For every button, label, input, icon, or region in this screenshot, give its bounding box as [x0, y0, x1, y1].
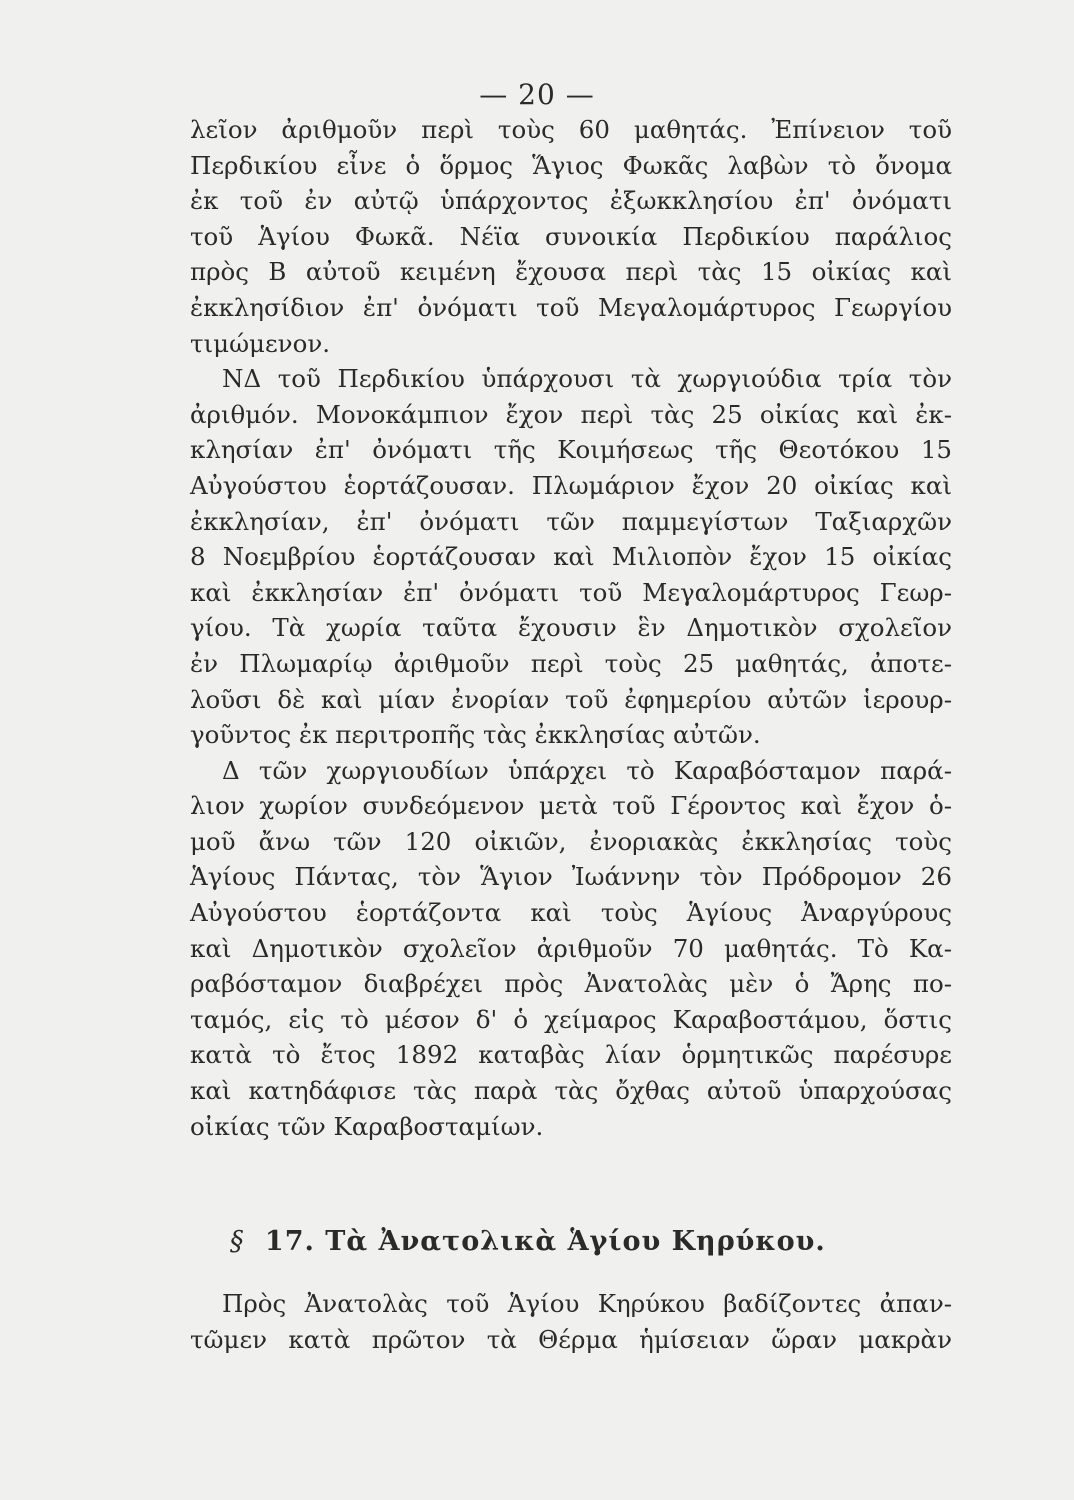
text-line: ἐκκλησίαν, ἐπ' ὀνόματι τῶν παμμεγίστων Ταξιαρχῶν: [190, 506, 952, 536]
text-line: ραβόσταμον διαβρέχει πρὸς Ἀνατολὰς μὲν ὁ Ἄρης πο-: [190, 969, 952, 999]
section-text: [190, 1286, 952, 1357]
text-line: μοῦ ἄνω τῶν 120 οἰκιῶν, ἐνοριακὰς ἐκκλησίας τοὺς: [190, 826, 952, 856]
text-line: ἐν Πλωμαρίῳ ἀριθμοῦν περὶ τοὺς 25 μαθητάς, ἀποτε-: [190, 648, 952, 678]
text-line: γίου. Τὰ χωρία ταῦτα ἔχουσιν ἓν Δημοτικὸν σχολεῖον: [190, 613, 952, 643]
text-line: πρὸς Β αὐτοῦ κειμένη ἔχουσα περὶ τὰς 15 οἰκίας καὶ: [190, 257, 952, 287]
text-line: λοῦσι δὲ καὶ μίαν ἐνορίαν τοῦ ἐφημερίου αὐτῶν ἱερουρ-: [190, 684, 952, 714]
text-line: Πρὸς Ἀνατολὰς τοῦ Ἁγίου Κηρύκου βαδίζοντες ἀπαν-: [222, 1289, 952, 1318]
page-number: — 20 —: [479, 78, 595, 111]
text-line: ταμός, εἰς τὸ μέσον δ' ὁ χείμαρος Καραβοστάμου, ὅστις: [190, 1004, 952, 1034]
text-line: λεῖον ἀριθμοῦν περὶ τοὺς 60 μαθητάς. Ἐπίνειον τοῦ: [190, 115, 952, 144]
text-line: τῶμεν κατὰ πρῶτον τὰ Θέρμα ἡμίσειαν ὥραν μακρὰν: [190, 1324, 952, 1354]
text-line: οἰκίας τῶν Καραβοσταμίων.: [190, 1111, 544, 1141]
section-title: Τὰ Ἀνατολικὰ Ἁγίου Κηρύκου.: [325, 1226, 826, 1257]
text-line: ἀριθμόν. Μονοκάμπιον ἔχον περὶ τὰς 25 οἰκίας καὶ ἐκ-: [190, 399, 952, 429]
text-line: ΝΔ τοῦ Περδικίου ὑπάρχουσι τὰ χωργιούδια τρία τὸν: [222, 364, 952, 394]
main-text: [190, 112, 952, 1144]
text-line: ἐκκλησίδιον ἐπ' ὀνόματι τοῦ Μεγαλομάρτυρος Γεωργίου: [190, 292, 952, 322]
text-line: κλησίαν ἐπ' ὀνόματι τῆς Κοιμήσεως τῆς Θεοτόκου 15: [190, 435, 952, 465]
section-number: 17.: [264, 1226, 315, 1257]
text-line: Ἁγίους Πάντας, τὸν Ἅγιον Ἰωάννην τὸν Πρόδρομον 26: [190, 862, 952, 892]
text-line: ἐκ τοῦ ἐν αὐτῷ ὑπάρχοντος ἐξωκκλησίου ἐπ' ὀνόματι: [190, 186, 952, 216]
text-line: λιον χωρίον συνδεόμενον μετὰ τοῦ Γέροντος καὶ ἔχον ὁ-: [190, 791, 952, 821]
text-line: τοῦ Ἁγίου Φωκᾶ. Νέϊα συνοικία Περδικίου παράλιος: [190, 221, 952, 251]
section-heading: [230, 1226, 952, 1257]
text-line: Αὐγούστου ἑορτάζουσαν. Πλωμάριον ἔχον 20 οἰκίας καὶ: [190, 470, 952, 500]
text-line: Αὐγούστου ἑορτάζοντα καὶ τοὺς Ἁγίους Ἀναργύρους: [190, 898, 952, 928]
text-line: Περδικίου εἶνε ὁ ὅρμος Ἅγιος Φωκᾶς λαβὼν τὸ ὄνομα: [190, 150, 952, 180]
text-line: καὶ Δημοτικὸν σχολεῖον ἀριθμοῦν 70 μαθητάς. Τὸ Κα-: [190, 933, 952, 963]
text-line: καὶ ἐκκλησίαν ἐπ' ὀνόματι τοῦ Μεγαλομάρτυρος Γεωρ-: [190, 577, 952, 607]
section-symbol: §: [230, 1226, 245, 1257]
text-line: γοῦντος ἐκ περιτροπῆς τὰς ἐκκλησίας αὐτῶν.: [190, 720, 761, 750]
text-line: κατὰ τὸ ἔτος 1892 καταβὰς λίαν ὁρμητικῶς παρέσυρε: [190, 1040, 952, 1070]
text-line: καὶ κατηδάφισε τὰς παρὰ τὰς ὄχθας αὐτοῦ ὑπαρχούσας: [190, 1076, 952, 1106]
text-line: τιμώμενον.: [190, 328, 331, 358]
text-line: 8 Νοεμβρίου ἑορτάζουσαν καὶ Μιλιοπὸν ἔχον 15 οἰκίας: [190, 542, 952, 572]
text-line: Δ τῶν χωργιουδίων ὑπάρχει τὸ Καραβόσταμον παρά-: [222, 755, 952, 785]
